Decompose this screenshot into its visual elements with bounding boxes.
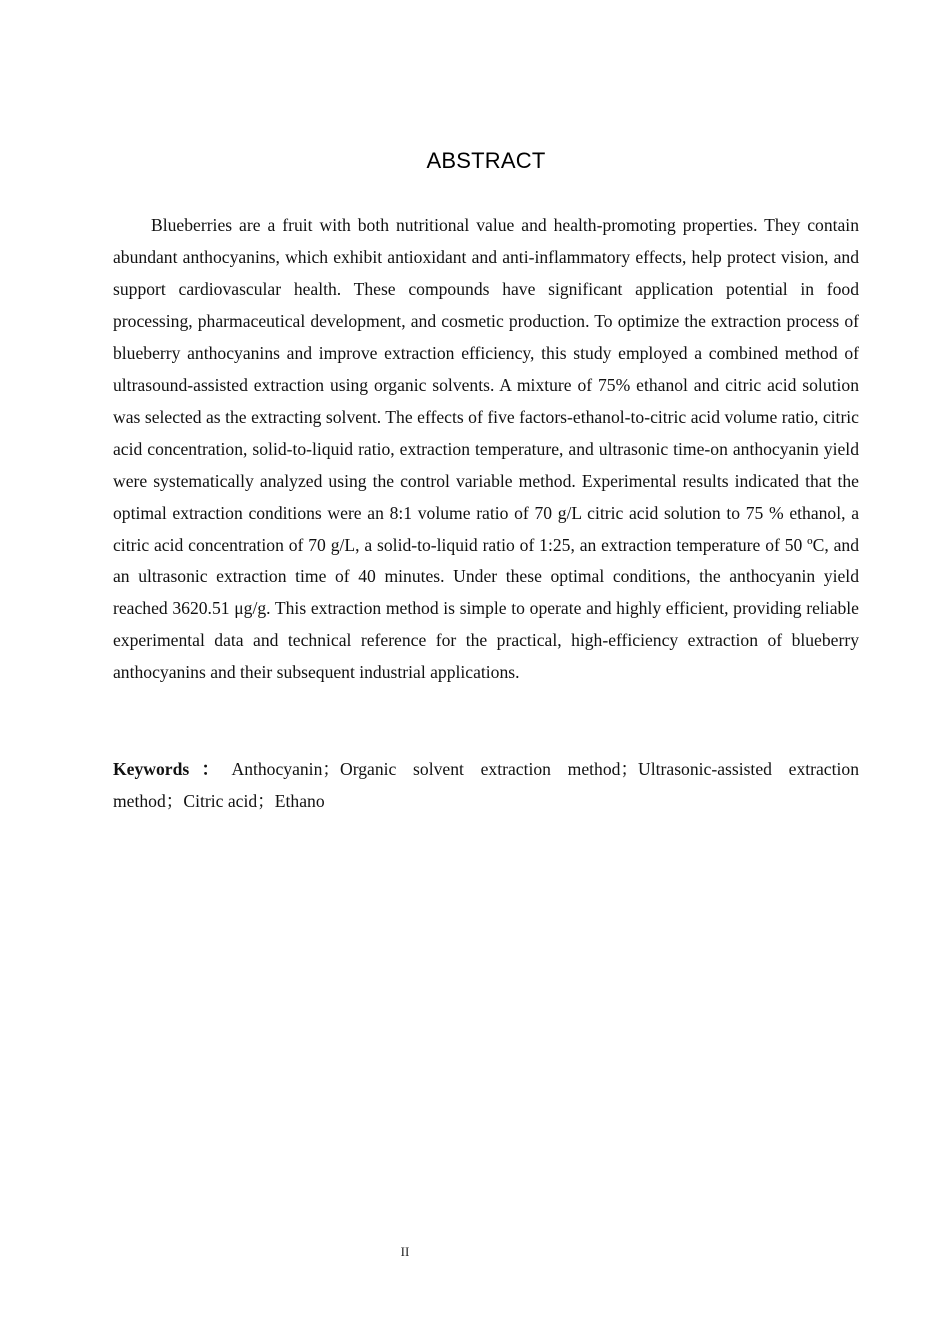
- keyword-item: Ultrasonic-assisted extraction method: [113, 759, 859, 811]
- keyword-separator: ；: [322, 759, 340, 779]
- keyword-separator: ；: [257, 791, 275, 811]
- keywords-line: [113, 753, 859, 817]
- keyword-item: Citric acid: [183, 791, 258, 811]
- keyword-item: Organic solvent extraction method: [339, 759, 621, 779]
- keyword-item: Ethano: [274, 791, 325, 811]
- abstract-body-paragraph: Blueberries are a fruit with both nutritional value and health-promoting properties. They contain abundant anthocyanins, which exhibit antioxidant and anti-inflammatory effects, help protect vision, and support cardiovascular health. These compounds have significant application potential in food processing, pharmaceutical development, and cosmetic production. To optimize the extraction process of blueberry anthocyanins and improve extraction efficiency, this study employed a combined method of ultrasound-assisted extraction using organic solvents. A mixture of 75% ethanol and citric acid solution was selected as the extracting solvent. The effects of five factors-ethanol-to-citric acid volume ratio, citric acid concentration, solid-to-liquid ratio, extraction temperature, and ultrasonic time-on anthocyanin yield were systematically analyzed using the control variable method. Experimental results indicated that the optimal extraction conditions were an 8:1 volume ratio of 70 g/L citric acid solution to 75 % ethanol, a citric acid concentration of 70 g/L, a solid-to-liquid ratio of 1:25, an extraction temperature of 50 ºC, and an ultrasonic extraction time of 40 minutes. Under these optimal conditions, the anthocyanin yield reached 3620.51 μg/g. This extraction method is simple to operate and highly efficient, providing reliable experimental data and technical reference for the practical, high-efficiency extraction of blueberry anthocyanins and their subsequent industrial applications.: [113, 215, 859, 683]
- keywords-label-separator: ：: [189, 759, 232, 779]
- keywords-label: Keywords: [113, 759, 190, 779]
- keyword-item: Anthocyanin: [231, 759, 323, 779]
- keyword-separator: ；: [165, 791, 184, 811]
- abstract-title: ABSTRACT: [426, 148, 546, 173]
- keyword-separator: ；: [620, 759, 639, 779]
- page-number: II: [400, 1244, 410, 1259]
